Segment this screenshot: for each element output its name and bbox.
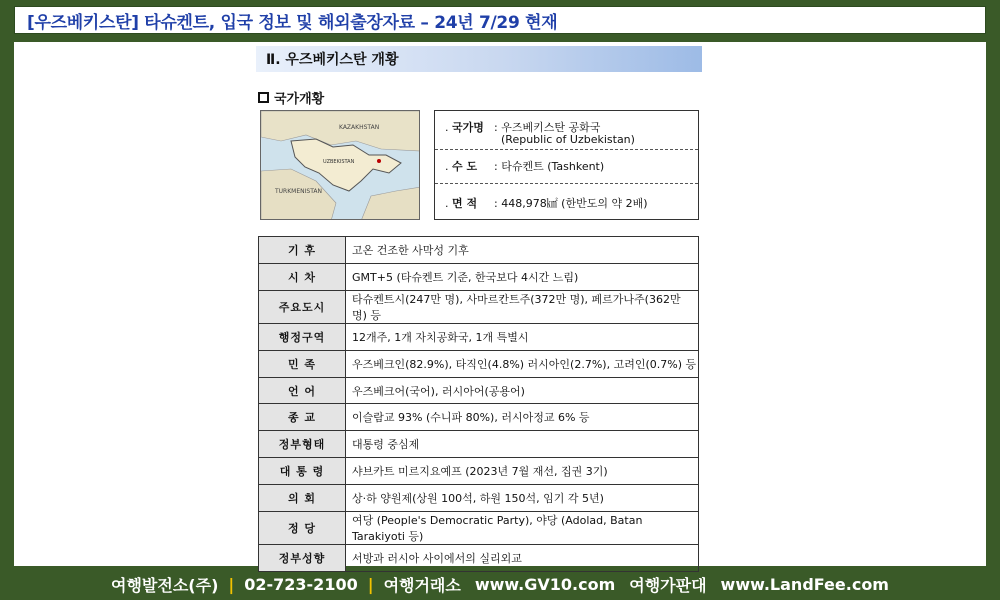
row-key: 정부형태 [259, 431, 346, 458]
country-info-box [434, 110, 699, 220]
row-value: 샤브카트 미르지요예프 (2023년 7월 재선, 집권 3기) [346, 458, 699, 485]
map-svg [261, 111, 420, 220]
row-key: 정부성향 [259, 545, 346, 572]
map-label-country: UZBEKISTAN [323, 159, 355, 165]
row-value: 상·하 양원제(상원 100석, 하원 150석, 임기 각 5년) [346, 485, 699, 512]
row-key: 의 회 [259, 485, 346, 512]
info-value: 우즈베키스탄 공화국 [501, 121, 601, 134]
footer-phone: 02-723-2100 [244, 574, 358, 594]
page-title: [우즈베키스탄] 타슈켄트, 입국 정보 및 해외출장자료 – 24년 7/29 현재 [27, 12, 558, 33]
document-panel [14, 42, 986, 566]
info-row-name-en [435, 133, 698, 146]
table-row [259, 512, 699, 545]
footer-company: 여행발전소(주) [111, 575, 219, 595]
footer-link-gv10[interactable]: www.GV10.com [474, 574, 616, 594]
row-key: 대 통 령 [259, 458, 346, 485]
table-row [259, 431, 699, 458]
row-key: 주요도시 [259, 290, 346, 323]
info-key: 국가명 [452, 121, 484, 134]
info-value-en: (Republic of Uzbekistan) [501, 133, 635, 146]
table-row [259, 263, 699, 290]
subsection-title-text: 국가개황 [274, 92, 325, 107]
table-row [259, 237, 699, 264]
row-value: 12개주, 1개 자치공화국, 1개 특별시 [346, 323, 699, 350]
table-row [259, 323, 699, 350]
map-label-turkmenistan: TURKMENISTAN [275, 188, 322, 195]
row-key: 민 족 [259, 350, 346, 377]
row-key: 정 당 [259, 512, 346, 545]
row-key: 기 후 [259, 237, 346, 264]
country-facts-table [258, 236, 699, 572]
row-value: 여당 (People's Democratic Party), 야당 (Adolad, Batan Tarakiyoti 등) [346, 512, 699, 545]
page-title-bar [14, 6, 986, 34]
row-key: 행정구역 [259, 323, 346, 350]
info-row-capital: . 수 도 : 타슈켄트 (Tashkent) [445, 160, 605, 173]
footer-label-exchange: 여행거래소 [383, 575, 461, 595]
uzbekistan-map-image [260, 110, 420, 220]
table-row [259, 404, 699, 431]
row-value: 우즈베크어(국어), 러시아어(공용어) [346, 377, 699, 404]
row-value: GMT+5 (타슈켄트 기준, 한국보다 4시간 느림) [346, 263, 699, 290]
footer-separator: | [367, 574, 374, 594]
subsection-title [258, 88, 324, 107]
footer-bar [0, 568, 1000, 600]
document-page [256, 42, 702, 566]
table-row [259, 290, 699, 323]
row-value: 타슈켄트시(247만 명), 사마르칸트주(372만 명), 페르가나주(362만 명) 등 [346, 290, 699, 323]
divider [435, 149, 698, 150]
row-value: 이슬람교 93% (수니파 80%), 러시아정교 6% 등 [346, 404, 699, 431]
row-value: 대통령 중심제 [346, 431, 699, 458]
row-value: 우즈베크인(82.9%), 타직인(4.8%) 러시아인(2.7%), 고려인(0.7%) 등 [346, 350, 699, 377]
row-key: 언 어 [259, 377, 346, 404]
info-value: 448,978㎢ (한반도의 약 2배) [501, 197, 648, 210]
row-value: 고온 건조한 사막성 기후 [346, 237, 699, 264]
table-row [259, 458, 699, 485]
info-key: 수 도 [452, 160, 478, 173]
checkbox-square-icon [258, 92, 269, 103]
table-row [259, 350, 699, 377]
info-value: 타슈켄트 (Tashkent) [501, 160, 605, 173]
map-label-kazakhstan: KAZAKHSTAN [339, 124, 380, 131]
table-row [259, 485, 699, 512]
table-row [259, 377, 699, 404]
info-row-area: . 면 적 : 448,978㎢ (한반도의 약 2배) [445, 197, 648, 210]
divider [435, 183, 698, 184]
row-key: 시 차 [259, 263, 346, 290]
section-title: Ⅱ. 우즈베키스탄 개황 [256, 46, 702, 72]
footer-link-landfee[interactable]: www.LandFee.com [720, 574, 889, 594]
row-value: 서방과 러시아 사이에서의 실리외교 [346, 545, 699, 572]
row-key: 종 교 [259, 404, 346, 431]
info-row-name: . 국가명 : 우즈베키스탄 공화국 [445, 121, 601, 134]
footer-label-stand: 여행가판대 [629, 575, 707, 595]
info-key: 면 적 [452, 197, 478, 210]
footer-separator: | [228, 574, 235, 594]
